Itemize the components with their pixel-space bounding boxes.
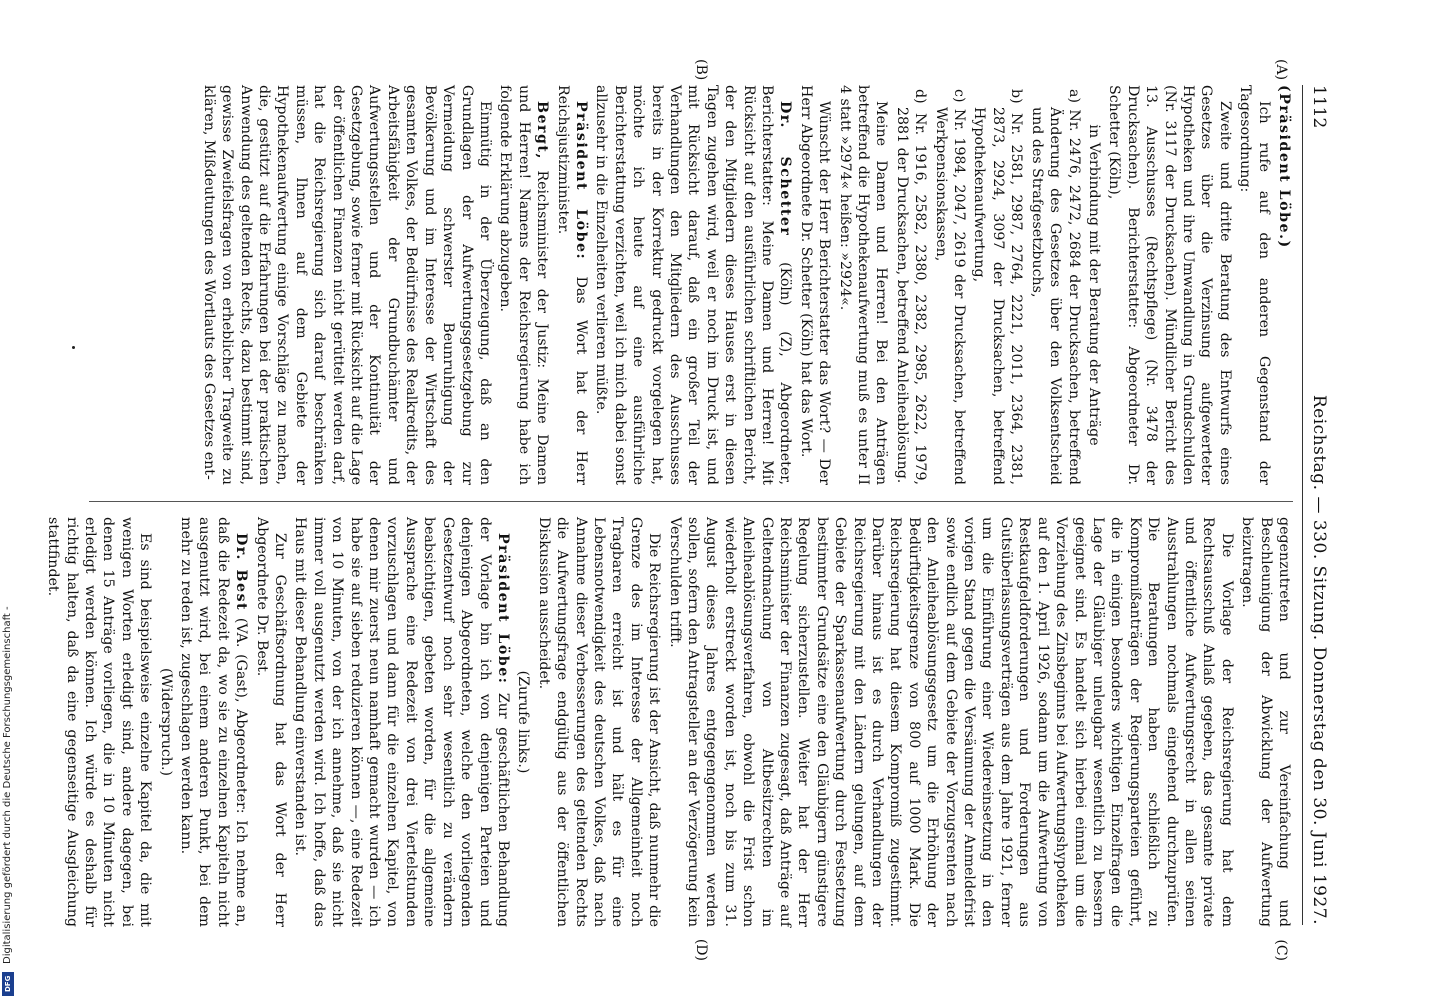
footer-credit-text: Digitalisierung gefördert durch die Deutsche Forschungsgemeinschaft - <box>2 606 13 964</box>
list-item: c) Nr. 1984, 2047, 2619 der Drucksachen, betreffend Werkpensionskassen, <box>932 89 968 485</box>
margin-marker-d: (D) <box>693 938 709 961</box>
paragraph: gegenzutreten und zur Vereinfachung und Beschleunigung der Abwicklung der Aufwertung beizutragen. <box>1239 517 1292 927</box>
motion-list <box>892 85 1082 485</box>
paragraph: in Verbindung mit der Beratung der Anträge <box>1085 124 1102 446</box>
page-title: Reichstag. — 330. Sitzung. Donnerstag den 30. Juni 1927. <box>1309 394 1329 925</box>
agenda-item: Zweite und dritte Beratung des Entwurfs eines Gesetzes über die Verzinsung aufgewerteter Hypotheken und ihre Umwandlung in Grundschulden (Nr. 3117 der Drucksachen). Mündlicher Bericht des 13. Ausschusses (Rechtspflege) (Nr. 3478 der Drucksachen). Berichterstatter: Abgeordneter Dr. Schetter (Köln), <box>1106 85 1233 485</box>
paragraph: Einmütig in der Überzeugung, daß an den Grundlagen der Aufwertungsgesetzgebung zur Vermeidung schwerster Beunruhigung der Bevölkerung und im Interesse der Wirtschaft des gesamten Volkes, der Bedürfnisse des Realkredits, der Arbeitsfähigkeit der Grundbuchämter und Aufwertungsstellen und der Kontinuität der Gesetzgebung, sowie ferner mit Rücksicht auf die Lage der öffentlichen Finanzen nicht gerüttelt werden darf, hat die Reichsregierung sich darauf beschränken müssen, Ihnen auf dem Gebiete der Hypothekenaufwertung einige Vorschläge zu machen, die, gestützt auf die Erfahrungen bei der praktischen Anwendung des geltenden Rechts, dazu bestimmt sind, gewisse Zweifelsfragen von erheblicher Tragweite zu klären, Mißdeutungen des Wortlauts des Gesetzes ent- <box>200 85 493 485</box>
speaker-name: Dr. Schetter <box>777 101 794 237</box>
speaker-name: Bergt, <box>534 101 551 160</box>
speaker-name: Präsident Löbe: <box>572 101 589 261</box>
page-header <box>1302 85 1329 925</box>
speaker-name: Präsident Löbe: <box>494 533 511 685</box>
paragraph: Wünscht der Herr Berichterstatter das Wort? — Der Herr Abgeordnete Dr. Schetter (Köln) hat das Wort. <box>797 85 833 485</box>
speaker-name: Dr. Best <box>233 533 250 612</box>
speech-text: (Köln) (Z), Abgeordneter, Berichterstatter: Meine Damen und Herren! Mit Rücksicht auf den ausführlichen schriftlichen Bericht, der den Mitgliedern dieses Hauses erst in diesen Tagen zugehen wird, weil er noch im Druck ist, und mit Rücksicht darauf, daß ein großer Teil der Verhandlungen den Mitgliedern des Ausschusses bereits in der Korrektur gedruckt vorgelegen hat, möchte ich heute auf eine ausführliche Berichterstattung verzichten, weil ich mich dabei sonst allzusehr in die Einzelheiten verlieren müßte. <box>593 85 794 485</box>
paragraph: Die Reichsregierung ist der Ansicht, daß nunmehr die Grenze des im Interesse der Allgemeinheit noch Tragbaren erreicht ist und hält es für eine Lebensnotwendigkeit des deutschen Volkes, daß nach Annahme dieser Verbesserungen des geltenden Rechts die Aufwertungsfrage endgültig aus der öffentlichen Diskussion ausscheidet. <box>535 517 663 927</box>
left-column <box>89 85 1293 485</box>
paragraph: Es sind beispielsweise einzelne Kapitel da, die mit wenigen Worten erledigt sind, andere dagegen, bei denen 15 Anträge vorliegen, die in 10 Minuten nicht erledigt werden können. Ich würde es deshalb für richtig halten, daß da eine gegenseitige Ausgleichung stattfindet. <box>45 517 154 927</box>
paragraph: Die Vorlage der Reichsregierung hat dem Rechtsausschuß Anlaß gegeben, das gesamte private und öffentliche Aufwertungsrecht in allen seinen Ausstrahlungen nochmals eingehend durchzuprüfen. Die Beratungen haben schließlich zu Kompromißanträgen der Regierungsparteien geführt, die in einigen besonders wichtigen Einzelfragen die Lage der Gläubiger unleugbar wesentlich zu bessern geeignet sind. Es handelt sich hierbei einmal um die Vorziehung des Zinsbeginns bei Aufwertungshypotheken auf den 1. April 1926, sodann um die Aufwertung von Restkaufgeldforderungen und Forderungen aus Gutsüberlassungsverträgen aus dem Jahre 1921, ferner um die Einführung einer Wiedereinsetzung in den vorigen Stand gegen die Versäumung der Anmeldefrist sowie endlich auf dem Gebiete der Vorzugsrenten nach den Anleiheablösungsgesetz um die Erhöhung der Bedürftigkeitsgrenze von 800 auf 1000 Mark. Die Reichsregierung hat diesem Kompromiß zugestimmt. Darüber hinaus ist es durch Verhandlungen der Reichsregierung mit den Ländern gelungen, auf dem Gebiete der Sparkassenaufwertung durch Festsetzung bestimmter Grundsätze eine den Gläubigern günstigere Regelung sicherzustellen. Weiter hat der Herr Reichsminister der Finanzen zugesagt, daß Anträge auf Geltendmachung von Altbesitzrechten im Anleiheablösungsverfahren, obwohl die Frist schon wiederholt erstreckt worden ist, noch bis zum 31. August dieses Jahres entgegengenommen werden sollen, sofern den Antragsteller an der Verzögerung kein Verschulden trifft. <box>666 517 1235 927</box>
speech-text: Das Wort hat der Herr Reichsjustizminister. <box>554 85 589 486</box>
digitization-footer <box>2 4 16 994</box>
paragraph: Ich rufe auf den anderen Gegenstand der Tagesordnung: <box>1237 85 1272 485</box>
scan-speck <box>72 346 75 349</box>
document-page <box>45 55 1349 961</box>
margin-marker-a: (A) <box>1273 59 1289 81</box>
speaker-name: (Präsident Löbe.) <box>1276 85 1292 249</box>
list-item: d) Nr. 1916, 2582, 2380, 2382, 2985, 2622, 1979, 2881 der Drucksachen, betreffend Anleiheablösung. <box>893 89 929 485</box>
page-number: 1112 <box>1309 85 1329 129</box>
interjection: (Widerspruch.) <box>157 667 174 777</box>
right-column <box>45 517 1293 927</box>
margin-marker-c: (C) <box>1273 939 1289 961</box>
speech-text: (VA. (Gast), Abgeordneter: Ich nehme an, daß die Redezeit da, wo sie zu einzelnen Kapiteln nicht ausgenutzt wird, bei einem anderen Punkt, bei dem mehr zu reden ist, zugeschlagen werden kann. <box>178 517 250 927</box>
dfg-logo: DFG <box>2 972 14 996</box>
margin-marker-b: (B) <box>693 59 709 81</box>
paragraph: Zur Geschäftsordnung hat das Wort der Herr Abgeordnete Dr. Best. <box>253 517 289 927</box>
list-item: b) Nr. 2581, 2987, 2764, 2221, 2011, 2364, 2381, 2873, 2924, 3097 der Drucksachen, betreffend Hypothekenaufwertung, <box>971 89 1025 485</box>
speech-text: Zur geschäftlichen Behandlung der Vorlage bin ich von denjenigen Parteien und denjenigen Abgeordneten, welche den vorliegenden Gesetzentwurf noch sehr wesentlich zu verändern beabsichtigen, gebeten worden, für die allgemeine Aussprache eine Redezeit von drei Viertelstunden vorzuschlagen und dann für die einzelnen Kapitel, von denen mir zuerst neun namhaft gemacht wurden — ich habe sie auf sieben reduzieren können —, eine Redezeit von 10 Minuten, von der ich annehme, daß sie nicht immer voll ausgenutzt werden wird. Ich hoffe, daß das Haus mit dieser Behandlung einverstanden ist. <box>292 517 511 927</box>
paragraph: Meine Damen und Herren! Bei den Anträgen betreffend die Hypothekenaufwertung muß es unter II 4 statt »2974« heißen: »2924«. <box>836 85 890 485</box>
speech-text: Reichsminister der Justiz: Meine Damen und Herren! Namens der Reichsregierung habe ich folgende Erklärung abzugeben. <box>497 85 551 485</box>
interjection: (Zurufe links.) <box>515 670 532 774</box>
list-item: a) Nr. 2476, 2472, 2684 der Drucksachen, betreffend Änderung des Gesetzes über den Volksentscheid und des Strafgesetzbuchs, <box>1028 89 1082 485</box>
column-divider <box>89 501 1293 502</box>
